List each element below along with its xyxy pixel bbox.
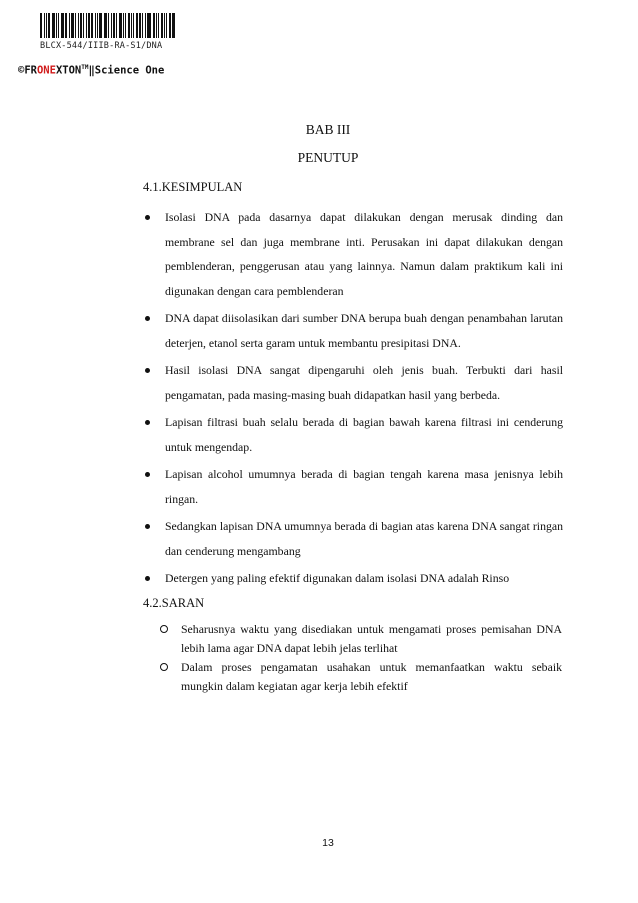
barcode-text: BLCX-544/IIIB-RA-S1/DNA [40,41,163,51]
list-item-text: Hasil isolasi DNA sangat dipengaruhi oleh jenis buah. Terbukti dari hasil pengamatan, pada masing-masing buah didapatkan hasil yang berbeda. [165,363,563,402]
barcode-stripe [131,13,132,38]
barcode-stripe [169,13,171,38]
barcode-stripe [95,13,96,38]
brand-label [18,64,164,77]
list-item [143,358,563,407]
barcode-stripe [172,13,175,38]
barcode-bars [40,13,176,38]
chapter-number: BAB III [305,122,351,137]
list-item-text: DNA dapat diisolasikan dari sumber DNA berupa buah dengan penambahan larutan deterjen, etanol serta garam untuk membantu presipitasi DNA. [165,311,563,350]
barcode-stripe [44,13,45,38]
section-heading-suggestion: 4.2.SARAN [143,596,205,610]
suggestion-list [160,620,562,696]
barcode-stripe [113,13,115,38]
barcode-stripe [153,13,155,38]
barcode-stripe [52,13,55,38]
list-item-text: Lapisan alcohol umumnya berada di bagian tengah karena masa jenisnya lebih ringan. [165,467,563,506]
barcode-stripe [56,13,57,38]
brand-tail: ‖Science One [88,64,165,77]
barcode-stripe [40,13,42,38]
barcode-stripe [83,13,84,38]
barcode-stripe [80,13,82,38]
barcode-stripe [161,13,163,38]
list-item-text: Isolasi DNA pada dasarnya dapat dilakukan dengan merusak dinding dan membrane sel dan juga membrane inti. Perusakan ini dapat dilakukan dengan pemblenderan, penggerusan atau yang lainnya. Namun dalam praktikum kali ini digunakan dengan cara pemblenderan [165,210,563,298]
barcode-stripe [105,13,107,38]
barcode-stripe [91,13,93,38]
bullet-icon [145,368,150,373]
list-item [160,658,562,696]
list-item [143,514,563,563]
barcode [40,13,176,51]
list-item [143,462,563,511]
list-item [160,620,562,658]
brand-trademark: TM [81,64,89,71]
barcode-stripe [65,13,67,38]
brand-prefix: ©FR [18,64,37,77]
barcode-stripe [145,13,146,38]
barcode-stripe [116,13,117,38]
barcode-stripe [111,13,112,38]
brand-highlight: ONE [36,64,56,77]
barcode-stripe [156,13,157,38]
barcode-stripe [62,13,64,38]
barcode-stripe [148,13,151,38]
bullet-icon [145,215,150,220]
barcode-stripe [128,13,130,38]
barcode-stripe [88,13,90,38]
list-item [143,306,563,355]
barcode-stripe [136,13,138,38]
barcode-stripe [58,13,59,38]
list-item-text: Dalam proses pengamatan usahakan untuk memanfaatkan waktu sebaik mungkin dalam kegiatan agar kerja lebih efektif [181,660,562,693]
bullet-icon [145,524,150,529]
bullet-icon [145,576,150,581]
bullet-icon [145,472,150,477]
barcode-stripe [164,13,165,38]
barcode-stripe [139,13,141,38]
list-item [143,566,563,591]
barcode-stripe [142,13,143,38]
barcode-stripe [78,13,79,38]
bullet-icon [145,420,150,425]
barcode-stripe [75,13,76,38]
barcode-stripe [158,13,159,38]
barcode-stripe [104,13,105,38]
barcode-stripe [147,13,148,38]
barcode-stripe [48,13,50,38]
bullet-icon [145,316,150,321]
list-item-text: Lapisan filtrasi buah selalu berada di bagian bawah karena filtrasi ini cenderung untuk mengendap. [165,415,563,454]
page-number: 13 [322,837,334,849]
list-item [143,410,563,459]
chapter-title: PENUTUP [297,150,359,165]
barcode-stripe [125,13,126,38]
brand-suffix: XTON [55,64,82,77]
barcode-stripe [133,13,134,38]
list-item-text: Seharusnya waktu yang disediakan untuk mengamati proses pemisahan DNA lebih lama agar DNA dapat lebih jelas terlihat [181,622,562,655]
circle-bullet-icon [160,625,168,633]
barcode-stripe [119,13,122,38]
circle-bullet-icon [160,663,168,671]
barcode-stripe [99,13,102,38]
barcode-stripe [97,13,98,38]
barcode-stripe [108,13,109,38]
list-item-text: Detergen yang paling efektif digunakan dalam isolasi DNA adalah Rinso [165,571,510,585]
barcode-stripe [86,13,87,38]
list-item [143,205,563,303]
barcode-stripe [71,13,74,38]
barcode-stripe [46,13,47,38]
barcode-stripe [166,13,167,38]
section-heading-conclusion: 4.1.KESIMPULAN [143,180,243,194]
conclusion-list [143,205,563,594]
barcode-stripe [123,13,124,38]
list-item-text: Sedangkan lapisan DNA umumnya berada di bagian atas karena DNA sangat ringan dan cenderung mengambang [165,519,563,558]
barcode-stripe [69,13,70,38]
barcode-stripe [61,13,62,38]
